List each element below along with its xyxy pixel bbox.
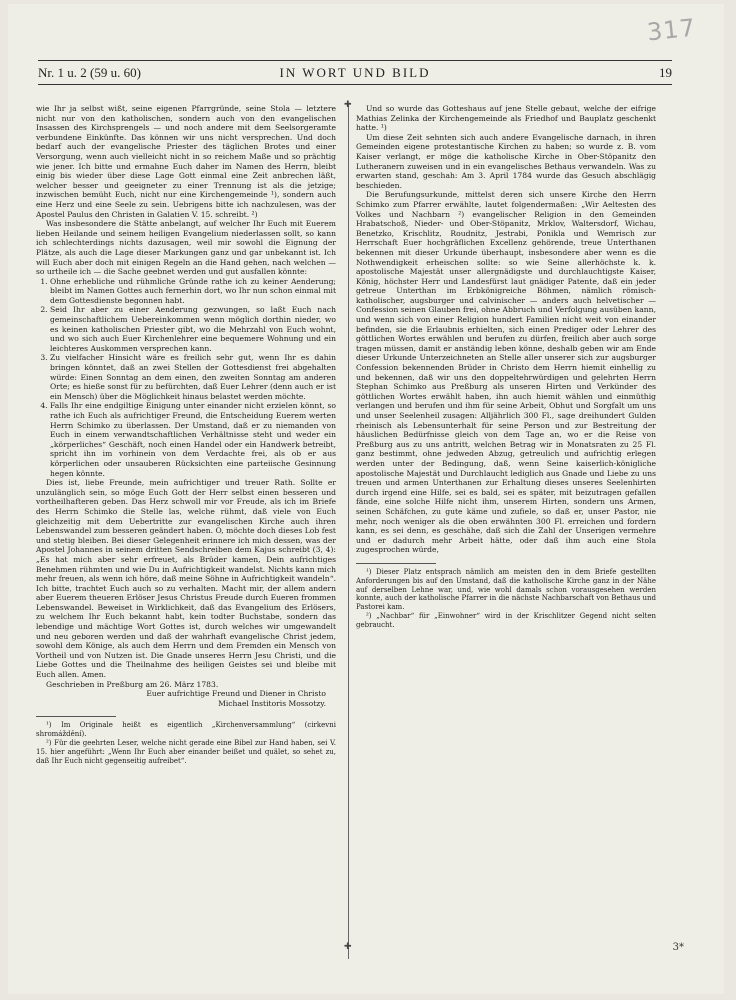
paragraph: Die Berufungsurkunde, mittelst deren sich unsere Kirche den Herrn Schimko zum Pfarrer erwählte, lautet folgendermaßen: „Wir Aeltesten des Volkes und Nachbarn ²) evangelischer Religion in den Gemeinden Hrabatschoß, Nieder- und Ober-Stöpanitz, Mrklov, Waltersdorf, Wichau, Benetzko, Krischlitz, Roudnitz, Jestrabi, Ponikla und Wemrisch zur Herrschaft Euer hochgräflichen Excellenz gehörende, treue Unterthanen bekennen mit dieser Urkunde überhaupt, insbesondere aber wenn es die Nothwendigkeit erheischen sollte: so wie Seine allerhöchste k. k. apostolische Majestät unser allergnädigste und durchlauchtigste Kaiser, König, höchster Herr und Landesfürst laut gnädiger Patente, daß ein jeder getreue Unterthan im Erbkönigreiche Böhmen, nämlich römisch-katholischer, augsburger und calvinischer — anders auch helvetischer — Confession seinen Glauben frei, ohne Abbruch und Verfolgung ausüben kann, und wenn sich von einer Religion hundert Familien nicht weit von einander befinden, sie die Erlaubnis erhielten, sich einen Prediger oder Lehrer des göttlichen Wortes erwählen und berufen zu dürfen, freilich aber auch sorge tragen müssen, damit er anständig leben könne, deshalb geben wir am Ende dieser Urkunde Unterzeichneten an Stelle aller unserer sich zur augsburger Confession bekennenden Brüder in Christo dem Herrn hiemit einhellig zu und bekennen, daß wir uns den doppeltehrwürdigen und gelehrten Herrn Stephan Schimko aus Preßburg als unseren Hirten und Verkünder des göttlichen Wortes erwählt haben, ihn auch hiemit wählen und einmüthig verlangen und berufen und ihm für seine Arbeit, Obhut und Sorgfalt um uns und unser Seelenheil zusagen: Alljährlich 300 Fl., sage dreihundert Gulden rheinisch als Lebensunterhalt für seine Person und zur Bestreitung der häuslichen Bedürfnisse gleich von dem Tage an, wo er die Reise von Preßburg aus zu uns antritt, welchen Betrag wir in Monatsraten zu 25 Fl. ganz bestimmt, ohne jedweden Abzug, getreulich und aufrichtig erlegen werden unter der Bedingung, daß, wenn Seine kaiserlich-königliche apostolische Majestät und Durchlaucht lediglich aus Gnade und Liebe zu uns treuen und armen Unterthanen zur Erhaltung dieses unseres Seelenhirten durch irgend eine Hilfe, sei es bald, sei es später, mit beizutragen gefallen fände, eine solche Hilfe nicht ihm, unserem Hirten, sondern uns Armen, seinen Schäfchen, zu gute käme und zufiele, so daß er, unser Pastor, nie mehr, noch weniger als die oben erwähnten 300 Fl. erreichen und fordern kann, es sei denn, es geschähe, daß sich die Zahl der Unserigen vermehre und er dadurch mehr Arbeit hätte, oder daß ihm auch eine Stola zugesprochen würde, [356, 190, 656, 555]
list-item: 4. Falls Ihr eine endgiltige Einigung unter einander nicht erzielen könnt, so rathe ich Euch als aufrichtiger Freund, die Entscheidung Euerem werten Herrn Schimko zu überlassen. Der Umstand, daß er zu niemanden von Euch in einem verwandtschaftlichen Verhältnisse steht und weder ein „körperliches“ Geschäft, noch einen Handel oder ein Handwerk betreibt, spricht ihn im vorhinein von dem Verdachte frei, als ob er aus körperlichen oder unsauberen Rücksichten eine parteiische Gesinnung hegen könnte. [50, 401, 336, 478]
place-date: Geschrieben in Preßburg am 26. März 1783. [46, 679, 219, 689]
list-item: 2. Seid Ihr aber zu einer Aenderung gezwungen, so laßt Euch nach gemeinschaftlichem Uebereinkommen wenn möglich dorthin nieder, wo es keinen katholischen Priester gibt, wo die Mehrzahl von Euch wohnt, und wo sich auch Euer Kirchenlehrer eine bequemere Wohnung und ein leichteres Auskommen versprechen kann. [50, 305, 336, 353]
page [8, 4, 724, 994]
archive-number: 317 [645, 13, 698, 47]
paragraph: Um diese Zeit sehnten sich auch andere Evangelische darnach, in ihren Gemeinden eigene protestantische Kirchen zu haben; so wurde z. B. vom Kaiser verlangt, er möge die katholische Kirche in Ober-Stöpanitz den Lutheranern zuweisen und in ein evangelisches Bethaus verwandeln. Was zu erwarten stand, geschah: Am 3. April 1784 wurde das Gesuch abschlägig beschieden. [356, 132, 656, 190]
column-divider [348, 104, 349, 959]
header-rule-bottom [38, 84, 672, 85]
closing-line: Euer aufrichtige Freund und Diener in Christo [146, 689, 326, 699]
paragraph: Dies ist, liebe Freunde, mein aufrichtiger und treuer Rath. Sollte er unzulänglich sein, so möge Euch Gott der Herr selbst einen besseren und vortheilhafteren geben. Das Herz schwoll mir vor Freude, als ich im Briefe des Herrn Schimko die Stelle las, welche rühmt, daß viele von Euch gleichzeitig mit dem Uebertritte zur evangelischen Kirche auch ihren Lebenswandel zum besseren geändert haben. O, möchte doch dieses Lob fest und stetig bleiben. Bei dieser Gelegenheit erinnere ich mich dessen, was der Apostel Johannes in seinem dritten Sendschreiben dem Kajus schreibt (3, 4): „Es hat mich aber sehr erfreuet, als Brüder kamen, Dein aufrichtiges Benehmen rühmten und wie Du in Aufrichtigkeit wandelst. Nichts kann mich mehr freuen, als wenn ich höre, daß meine Söhne in Aufrichtigkeit wandeln“. Ich bitte, trachtet Euch auch so zu verhalten. Macht mir, der allem andern aber Euerem theueren Erlöser Jesus Christus Freude durch Eueren frommen Lebenswandel. Beweiset in Wirklichkeit, daß das Evangelium des Erlösers, zu welchem Ihr Euch bekannt habt, kein todter Buchstabe, sondern das lebendige und mächtige Wort Gottes ist, durch welches wir umgewandelt und neu geboren werden und daß der wahrhaft evangelische Christ jedem, sowohl dem Könige, als auch dem Herrn und dem Fremden ein Mensch von Vortheil und von Nutzen ist. Die Gnade unseres Herrn Jesu Christi, und die Liebe Gottes und die Theilnahme des heiligen Geistes sei und bleibe mit Euch allen. Amen. [36, 478, 336, 680]
footnote: ²) Für die geehrten Leser, welche nicht gerade eine Bibel zur Hand haben, sei V. 15. hier angeführt: „Wenn Ihr Euch aber einander beißet und quälet, so sehet zu, daß Ihr Euch nicht gegenseitig aufreibet“. [36, 739, 336, 765]
footnote: ¹) Dieser Platz entsprach nämlich am meisten den in dem Briefe gestellten Anforderungen bis auf den Umstand, daß die katholische Kirche ganz in der Nähe auf derselben Lehne war, und, wie wohl damals schon vorausgesehen werden konnte, auch der katholische Pfarrer in die nächste Nachbarschaft von Bethaus und Pastorei kam. [356, 567, 656, 612]
list-item: 3. Zu vielfacher Hinsicht wäre es freilich sehr gut, wenn Ihr es dahin bringen könntet, daß an zwei Stellen der Gottesdienst frei abgehalten würde: Einen Sonntag an dem einen, den zweiten Sonntag am anderen Orte; es hieße sonst für zu befürchten, daß Euer Lehrer (denn auch er ist ein Mensch) über die Möglichkeit hinaus belastet werden möchte. [50, 353, 336, 401]
paragraph: Und so wurde das Gotteshaus auf jene Stelle gebaut, welche der eifrige Mathias Zelinka der Kirchengemeinde als Friedhof und Bauplatz geschenkt hatte. ¹) [356, 104, 656, 133]
paragraph: Was insbesondere die Stätte anbelangt, auf welcher Ihr Euch mit Euerem lieben Heilande und seinem heiligen Evangelium niederlassen sollt, so kann ich schlechterdings nichts dazusagen, weil mir sowohl die Eignung der Plätze, als auch die Lage dieser Markungen ganz und gar unbekannt ist. Ich will Euch aber doch mit einigen Regeln an die Hand gehen, nach welchen — so urtheile ich — die Sache geebnet werden und gut ausfallen könnte: [36, 219, 336, 277]
divider-ornament: ✚ [344, 100, 352, 110]
footnote: ¹) Im Originale heißt es eigentlich „Kirchenversammlung“ (cirkevni shromáždění). [36, 721, 336, 739]
footnote-rule [36, 716, 116, 717]
signature-mark: 3* [672, 942, 684, 953]
right-column [356, 104, 656, 629]
issue-number: Nr. 1 u. 2 (59 u. 60) [38, 65, 141, 80]
header-rule-top [38, 60, 672, 61]
paragraph: wie Ihr ja selbst wißt, seine eigenen Pfarrgründe, seine Stola — letztere nicht nur von den katholischen, sondern auch von den evangelischen Insassen des Kirchsprengels — und noch andere mit dem Seelsorgeramte verbundene Einkünfte. Das können wir uns nicht versprechen. Und doch bedarf auch der evangelische Priester des täglichen Brotes und einer Versorgung, wenn auch vielleicht nicht in so reichem Maße und so prächtig wie jener. Ich bitte und ermahne Euch daher im Namen des Herrn, bleibt einig bis wieder über diese Lage Gott einmal eine Zeit anbrechen läßt, welcher besser und geeigneter zu einer Trennung ist als die jetzige; inzwischen bemüht Euch, nicht nur eine Kirchengemeinde ¹), sondern auch eine Herz und eine Seele zu sein. Uebrigens bitte ich nachzulesen, was der Apostel Paulus den Christen in Galatien V. 15. schreibt. ²) [36, 104, 336, 219]
list-item: 1. Ohne erhebliche und rühmliche Gründe rathe ich zu keiner Aenderung; bleibt im Namen Gottes auch fernerhin dort, wo Ihr nun schon einmal mit dem Gottesdienste begonnen habt. [50, 277, 336, 306]
rules-list [36, 277, 336, 478]
running-header [38, 62, 672, 84]
left-column [36, 104, 336, 765]
page-number: 19 [659, 65, 672, 80]
footnote-rule [356, 563, 436, 564]
footnote: ²) „Nachbar“ für „Einwohner“ wird in der Krischlitzer Gegend nicht selten gebraucht. [356, 611, 656, 629]
divider-ornament: ✚ [344, 942, 352, 952]
signature: Michael Institoris Mossotzy. [218, 698, 326, 708]
journal-title: IN WORT UND BILD [279, 65, 431, 80]
